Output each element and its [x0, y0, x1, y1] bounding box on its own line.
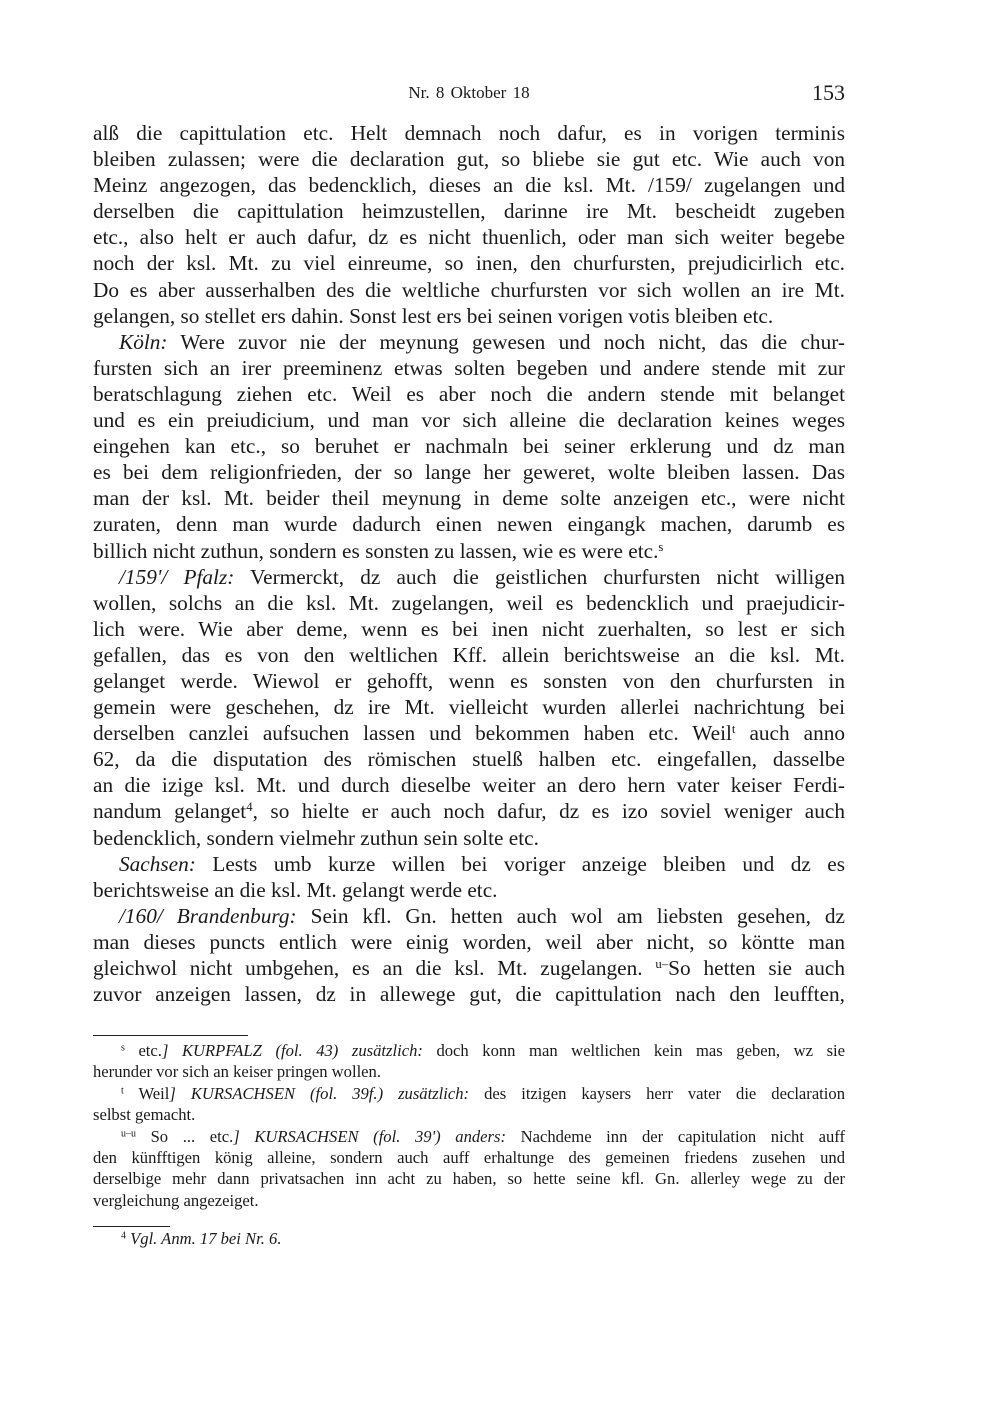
text: etc.: [124, 1041, 162, 1060]
note-marker: u–: [655, 956, 669, 971]
text: So ... etc.: [135, 1126, 234, 1146]
text-line: [93, 198, 845, 224]
text-line: [93, 459, 845, 485]
paragraph: [93, 329, 845, 564]
text: nandum gelanget: [93, 799, 247, 824]
text-line: [93, 146, 845, 172]
text-line: [93, 329, 845, 355]
text-line: [93, 355, 845, 381]
footnote: [93, 1126, 845, 1212]
text: und es ein preiudicium, und man vor sich alleine die declaration keines weges: [93, 408, 845, 433]
main-text: [93, 120, 845, 1007]
italic-text: /160/ Brandenburg:: [119, 903, 297, 928]
italic-text: Köln:: [119, 329, 168, 354]
text-line: [93, 981, 845, 1007]
italic-text: /159'/ Pfalz:: [119, 564, 235, 589]
text: billich nicht zuthun, sondern es sonsten zu lassen, wie es were etc.: [93, 538, 659, 563]
text: man dieses puncts entlich were einig worden, weil aber nicht, so köntte man: [93, 929, 845, 954]
text-line: [93, 1040, 845, 1061]
text: gleichwol nicht umbgehen, es an die ksl. Mt. zugelangen.: [93, 956, 656, 980]
note-marker: 4: [246, 800, 253, 815]
page-number: 153: [812, 80, 845, 105]
text: berichtsweise an die ksl. Mt. gelangt werde etc.: [93, 877, 498, 902]
text-line: [93, 694, 845, 720]
text-line: [93, 616, 845, 642]
text: an die izige ksl. Mt. und durch dieselbe weiter an dero hern vater keiser Ferdi-: [93, 773, 845, 798]
text-line: [93, 1104, 845, 1125]
paragraph: [93, 903, 845, 1007]
text-line: [93, 224, 845, 250]
text: Vermerckt, dz auch die geistlichen churfursten nicht willigen: [234, 564, 845, 589]
text: wollen, solchs an die ksl. Mt. zugelangen, weil es bedencklich und praejudicir-: [93, 590, 845, 615]
italic-text: Vgl. Anm. 17 bei Nr. 6.: [130, 1229, 282, 1248]
textual-apparatus: [93, 1040, 845, 1211]
footnote: [93, 1083, 845, 1126]
commentary-divider: [93, 1226, 170, 1227]
text-line: [93, 1126, 845, 1147]
text: bleiben zulassen; were die declaration gut, so bliebe sie gut etc. Wie auch von: [93, 147, 845, 172]
text: fursten sich an irer preeminenz etwas solten begeben und andere stende mit zur: [93, 355, 845, 380]
text-line: [93, 903, 845, 929]
italic-text: Sachsen:: [119, 851, 196, 876]
running-header: [93, 80, 845, 108]
text-line: [93, 277, 845, 303]
text: zuraten, denn man wurde dadurch einen newen eingangk machen, darumb es: [93, 512, 845, 537]
paragraph: [93, 564, 845, 851]
text: herunder vor sich an keiser pringen wollen.: [93, 1062, 381, 1082]
text-line: [93, 407, 845, 433]
text-line: [93, 250, 845, 276]
text-line: [93, 1083, 845, 1104]
text-line: [93, 381, 845, 407]
text: gelanget werde. Wiewol er gehofft, wenn es sonsten von den churfursten in: [93, 668, 845, 693]
footnote-divider: [93, 1035, 248, 1036]
text: Meinz angezogen, das bedencklich, dieses an die ksl. Mt. /159/ zugelangen und: [93, 173, 845, 198]
text: gefallen, das es von den weltlichen Kff. allein berichtsweise an die ksl. Mt.: [93, 642, 845, 667]
text: Do es aber ausserhalben des die weltliche churfursten vor sich wollen an ire Mt.: [93, 277, 845, 302]
text: zuvor anzeigen lassen, dz in allewege gut, die capittulation nach den leufften,: [93, 982, 845, 1007]
text: 62, da die disputation des römischen stuelß halben etc. eingefallen, dasselbe: [93, 747, 845, 772]
text: derselben canzlei aufsuchen lassen und bekommen haben etc. Weil: [93, 721, 732, 746]
text: Lests umb kurze willen bei voriger anzeige bleiben und dz es: [195, 851, 845, 876]
text: lich were. Wie aber deme, wenn es bei inen nicht zuerhalten, so lest er sich: [93, 616, 845, 641]
text: vergleichung angezeiget.: [93, 1190, 259, 1210]
text-line: [93, 955, 845, 981]
note-marker: u–u: [121, 1128, 136, 1140]
text-line: [93, 485, 845, 511]
text-line: [93, 433, 845, 459]
italic-text: ] KURSACHSEN (fol. 39') anders:: [233, 1126, 506, 1146]
text-line: [93, 668, 845, 694]
text-line: [93, 798, 845, 824]
text-line: [93, 172, 845, 198]
text: gemein were geschehen, dz ire Mt. vielleicht wurden allerlei nachrichtung bei: [93, 695, 845, 720]
text: Weil: [123, 1083, 170, 1103]
note-marker: s: [658, 539, 664, 554]
text-line: [93, 746, 845, 772]
italic-text: ] KURPFALZ (fol. 43) zusätzlich:: [161, 1041, 423, 1060]
text-line: [93, 303, 845, 329]
text-line: [93, 877, 845, 903]
text: eingehen kan etc., so beruhet er nachmaln bei seiner erklerung und dz man: [93, 434, 845, 459]
paragraph: [93, 120, 845, 329]
text: auch anno: [735, 721, 846, 746]
note-marker: s: [121, 1042, 125, 1054]
text: des itzigen kaysers herr vater die declaration: [469, 1083, 845, 1103]
text: alß die capittulation etc. Helt demnach noch dafur, es in vorigen terminis: [93, 121, 845, 145]
text: Nachdeme inn der capitulation nicht auff: [505, 1126, 846, 1146]
text-line: [93, 1228, 845, 1249]
text-line: [93, 1168, 845, 1189]
text: bedencklich, sondern vielmehr zuthun sein solte etc.: [93, 825, 539, 850]
footnote: [93, 1040, 845, 1083]
text: Sein kfl. Gn. hetten auch wol am liebsten gesehen, dz: [296, 903, 846, 928]
italic-text: ] KURSACHSEN (fol. 39f.) zusätzlich:: [169, 1083, 470, 1103]
text-line: [93, 1190, 845, 1211]
text: doch konn man weltlichen kein mas geben, wz sie: [422, 1041, 845, 1060]
text: beratschlagung ziehen etc. Weil es aber noch die andern stende mit belanget: [93, 381, 845, 406]
text-line: [93, 564, 845, 590]
text: , so hielte er auch noch dafur, dz es izo soviel weniger auch: [252, 799, 845, 824]
note-marker: 4: [121, 1230, 126, 1242]
text: den künfftigen könig alleine, sondern auch auff erhaltunge des gemeinen friedens zusehen und: [93, 1147, 845, 1167]
text: man der ksl. Mt. beider theil meynung in deme solte anzeigen etc., were nicht: [93, 486, 845, 511]
paragraph: [93, 851, 845, 903]
text: derselben die capittulation heimzustellen, darinne ire Mt. bescheidt zugeben: [93, 199, 845, 224]
commentary-notes: [93, 1228, 845, 1249]
footnote: [93, 1228, 845, 1249]
text-line: [93, 825, 845, 851]
text: Were zuvor nie der meynung gewesen und noch nicht, das die chur-: [167, 329, 845, 354]
text-line: [93, 538, 845, 564]
text: etc., also helt er auch dafur, dz es nicht thuenlich, oder man sich weiter begebe: [93, 225, 845, 250]
note-marker: t: [731, 722, 736, 737]
text-line: [93, 851, 845, 877]
note-marker: t: [121, 1085, 124, 1097]
text-line: [93, 1147, 845, 1168]
text-line: [93, 720, 845, 746]
text-line: [93, 929, 845, 955]
text-line: [93, 590, 845, 616]
text: So hetten sie auch: [668, 956, 845, 980]
text-line: [93, 511, 845, 537]
text-line: [93, 1061, 845, 1082]
text-line: [93, 120, 845, 146]
text: es bei dem religionfrieden, der so lange her geweret, wolte bleiben lassen. Das: [93, 460, 845, 485]
text-line: [93, 642, 845, 668]
running-title: Nr. 8 Oktober 18: [408, 83, 530, 102]
text: noch der ksl. Mt. zu viel einreume, so inen, den churfursten, prejudicirlich etc.: [93, 251, 845, 276]
text: derselbige mehr dann privatsachen inn acht zu haben, so hette seine kfl. Gn. allerley wege zu der: [93, 1169, 845, 1189]
text: selbst gemacht.: [93, 1105, 196, 1125]
text-line: [93, 772, 845, 798]
text: gelangen, so stellet ers dahin. Sonst lest ers bei seinen vorigen votis bleiben etc.: [93, 303, 774, 328]
